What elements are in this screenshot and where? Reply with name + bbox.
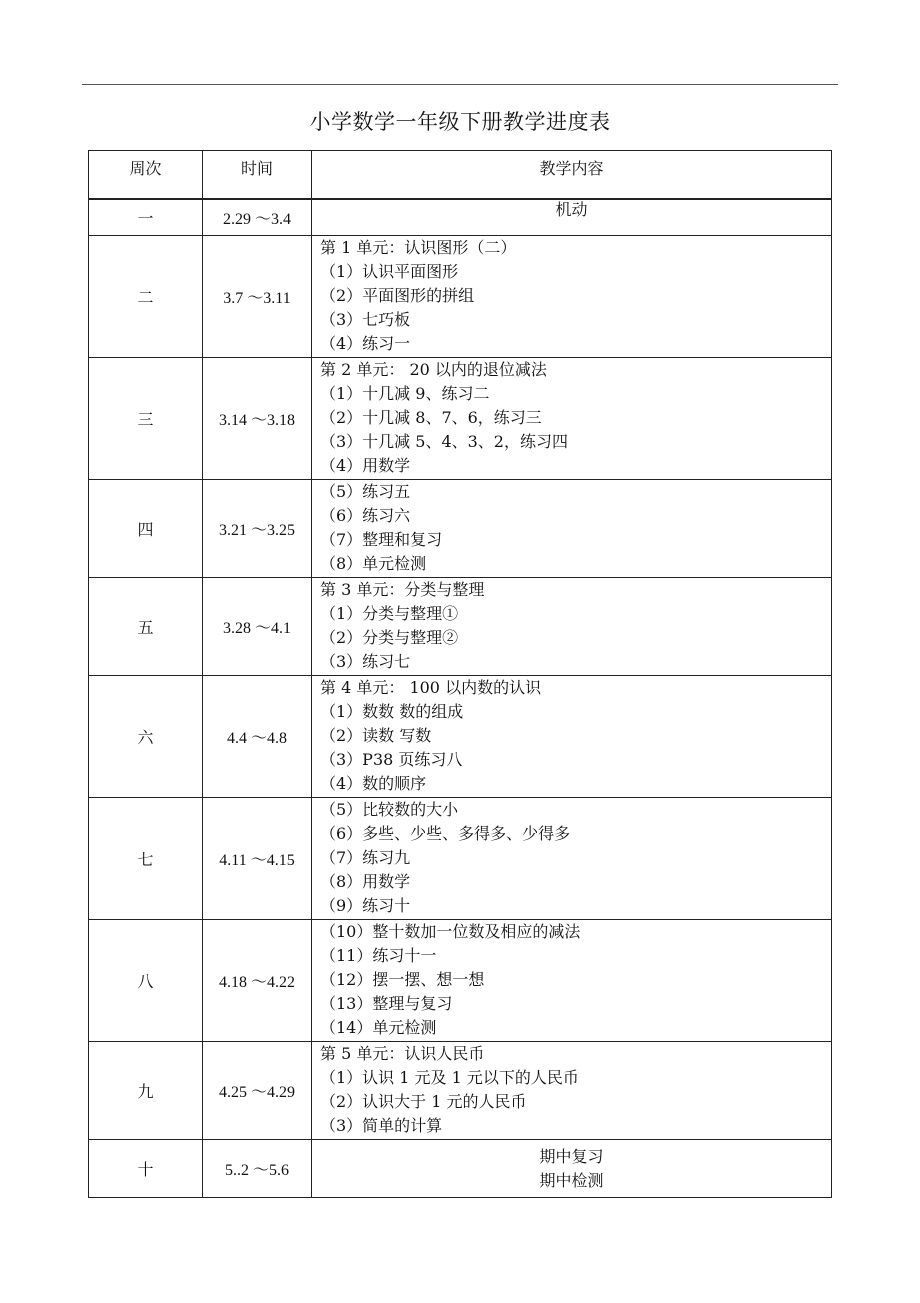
table-row (89, 578, 832, 676)
content-cell (312, 920, 832, 1042)
week-cell: 二 (89, 236, 203, 358)
time-cell: 4.25 ～4.29 (203, 1042, 312, 1140)
time-cell: 4.11 ～4.15 (203, 798, 312, 920)
content-line: （5）比较数的大小 (320, 799, 459, 819)
table-header-row (89, 151, 832, 199)
header-time: 时间 (203, 151, 312, 199)
content-cell (312, 236, 832, 358)
content-line: （1）十几减 9、练习二 (320, 383, 490, 403)
header-week: 周次 (89, 151, 203, 199)
content-line: （6）练习六 (320, 505, 411, 525)
content-line: （4）数的顺序 (320, 773, 427, 793)
content-line: 第 1 单元：认识图形（二） (320, 237, 517, 257)
content-line: （3）简单的计算 (320, 1115, 443, 1135)
week-cell: 三 (89, 358, 203, 480)
time-cell: 5..2 ～5.6 (203, 1140, 312, 1198)
content-line: （7）整理和复习 (320, 529, 443, 549)
week-cell: 十 (89, 1140, 203, 1198)
content-line: （14）单元检测 (320, 1017, 437, 1037)
content-line: （5）练习五 (320, 481, 411, 501)
week-cell: 五 (89, 578, 203, 676)
content-line: 期中检测 (539, 1170, 604, 1190)
week-cell: 四 (89, 480, 203, 578)
time-cell: 4.4 ～4.8 (203, 676, 312, 798)
time-cell: 3.21 ～3.25 (203, 480, 312, 578)
content-cell (312, 358, 832, 480)
content-line: （12）摆一摆、想一想 (320, 969, 485, 989)
week-cell: 一 (89, 200, 203, 236)
content-line: 第 5 单元：认识人民币 (320, 1043, 485, 1063)
table-row (89, 676, 832, 798)
content-line: （3）十几减 5、4、3、2，练习四 (320, 431, 568, 451)
content-line: （2）读数 写数 (320, 725, 432, 745)
content-line: 第 3 单元：分类与整理 (320, 579, 485, 599)
content-cell (312, 1140, 832, 1198)
content-line: （2）平面图形的拼组 (320, 285, 475, 305)
content-line: （1）数数 数的组成 (320, 701, 464, 721)
content-line: （8）单元检测 (320, 553, 427, 573)
week-cell: 六 (89, 676, 203, 798)
content-line: （6）多些、少些、多得多、少得多 (320, 823, 571, 843)
content-cell (312, 798, 832, 920)
content-line: （1）认识 1 元及 1 元以下的人民币 (320, 1067, 579, 1087)
week-cell: 九 (89, 1042, 203, 1140)
content-line: （4）练习一 (320, 333, 411, 353)
content-cell (312, 200, 832, 236)
content-line: （3）练习七 (320, 651, 411, 671)
time-cell: 4.18 ～4.22 (203, 920, 312, 1042)
content-cell (312, 676, 832, 798)
content-line: （1）认识平面图形 (320, 261, 459, 281)
table-row (89, 480, 832, 578)
header-content: 教学内容 (312, 151, 832, 199)
content-line: （11）练习十一 (320, 945, 437, 965)
time-cell: 3.7 ～3.11 (203, 236, 312, 358)
content-line: （2）十几减 8、7、6，练习三 (320, 407, 542, 427)
time-cell: 3.28 ～4.1 (203, 578, 312, 676)
table-row (89, 200, 832, 236)
table-row (89, 1140, 832, 1198)
content-line: （4）用数学 (320, 455, 411, 475)
content-cell (312, 578, 832, 676)
week-cell: 八 (89, 920, 203, 1042)
content-line: （3）七巧板 (320, 309, 411, 329)
time-cell: 2.29 ～3.4 (203, 200, 312, 236)
schedule-table (88, 150, 832, 1198)
content-line: （2）分类与整理② (320, 627, 459, 647)
content-line: （8）用数学 (320, 871, 411, 891)
header-rule (82, 84, 838, 85)
table-row (89, 1042, 832, 1140)
content-line: （9）练习十 (320, 895, 411, 915)
content-line: （1）分类与整理① (320, 603, 459, 623)
content-line: 第 2 单元： 20 以内的退位减法 (320, 359, 547, 379)
table-row (89, 920, 832, 1042)
content-cell (312, 1042, 832, 1140)
table-row (89, 798, 832, 920)
page-title: 小学数学一年级下册教学进度表 (309, 110, 611, 134)
week-cell: 七 (89, 798, 203, 920)
content-line: （13）整理与复习 (320, 993, 453, 1013)
content-line: （2）认识大于 1 元的人民币 (320, 1091, 527, 1111)
content-line: （3）P38 页练习八 (320, 749, 463, 769)
content-line: 第 4 单元： 100 以内数的认识 (320, 677, 542, 697)
table-row (89, 236, 832, 358)
content-cell (312, 480, 832, 578)
time-cell: 3.14 ～3.18 (203, 358, 312, 480)
content-line: （10）整十数加一位数及相应的减法 (320, 921, 581, 941)
content-line: （7）练习九 (320, 847, 411, 867)
content-line: 机动 (555, 200, 588, 219)
content-line: 期中复习 (539, 1146, 604, 1166)
table-row (89, 358, 832, 480)
